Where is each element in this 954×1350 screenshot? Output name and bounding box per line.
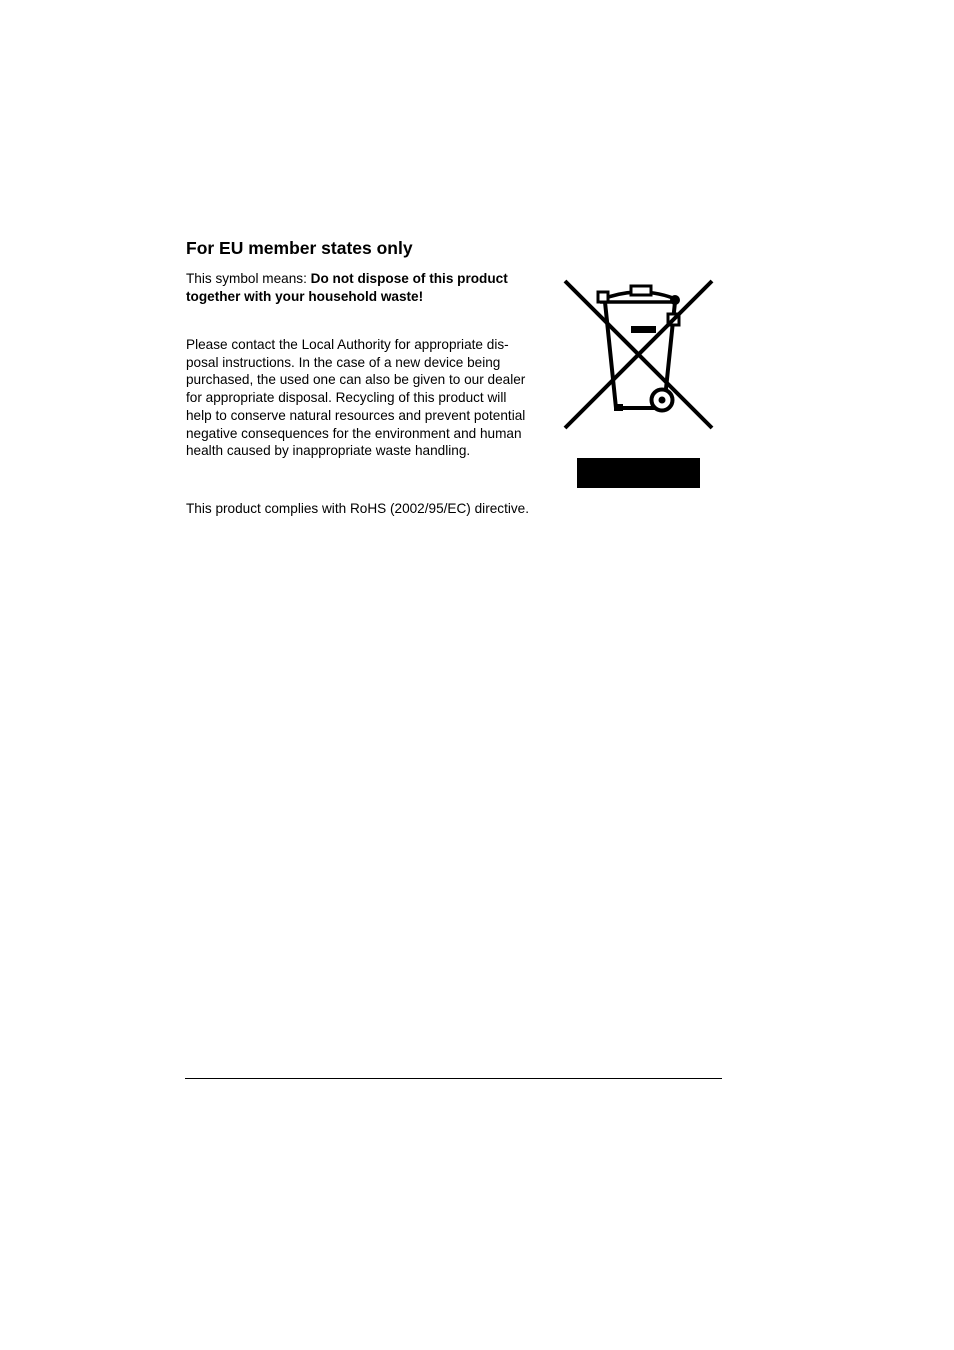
disposal-instructions-line: for appropriate disposal. Recycling of this product will — [186, 390, 507, 406]
disposal-instructions-line: negative consequences for the environment and human — [186, 425, 522, 441]
disposal-instructions-line: posal instructions. In the case of a new device being — [186, 354, 501, 370]
weee-marking-bar — [577, 458, 700, 488]
disposal-instructions-line: Please contact the Local Authority for appropriate dis- — [186, 337, 509, 352]
disposal-instructions-line: help to conserve natural resources and prevent potential — [186, 407, 526, 423]
symbol-meaning-paragraph — [186, 270, 556, 305]
rohs-compliance-statement: This product complies with RoHS (2002/95/EC) directive. — [186, 501, 530, 516]
crossed-out-wheelie-bin-icon — [560, 276, 720, 436]
disposal-instructions-line: health caused by inappropriate waste handling. — [186, 443, 471, 459]
symbol-meaning-intro: This symbol means: — [186, 271, 311, 286]
section-heading: For EU member states only — [186, 238, 413, 258]
footer-divider — [185, 1078, 722, 1079]
disposal-instructions-line: purchased, the used one can also be given to our dealer — [186, 372, 526, 388]
disposal-instructions-paragraph — [186, 336, 548, 460]
symbol-meaning-warning: Do not dispose of this product together with your household waste! — [186, 271, 508, 304]
